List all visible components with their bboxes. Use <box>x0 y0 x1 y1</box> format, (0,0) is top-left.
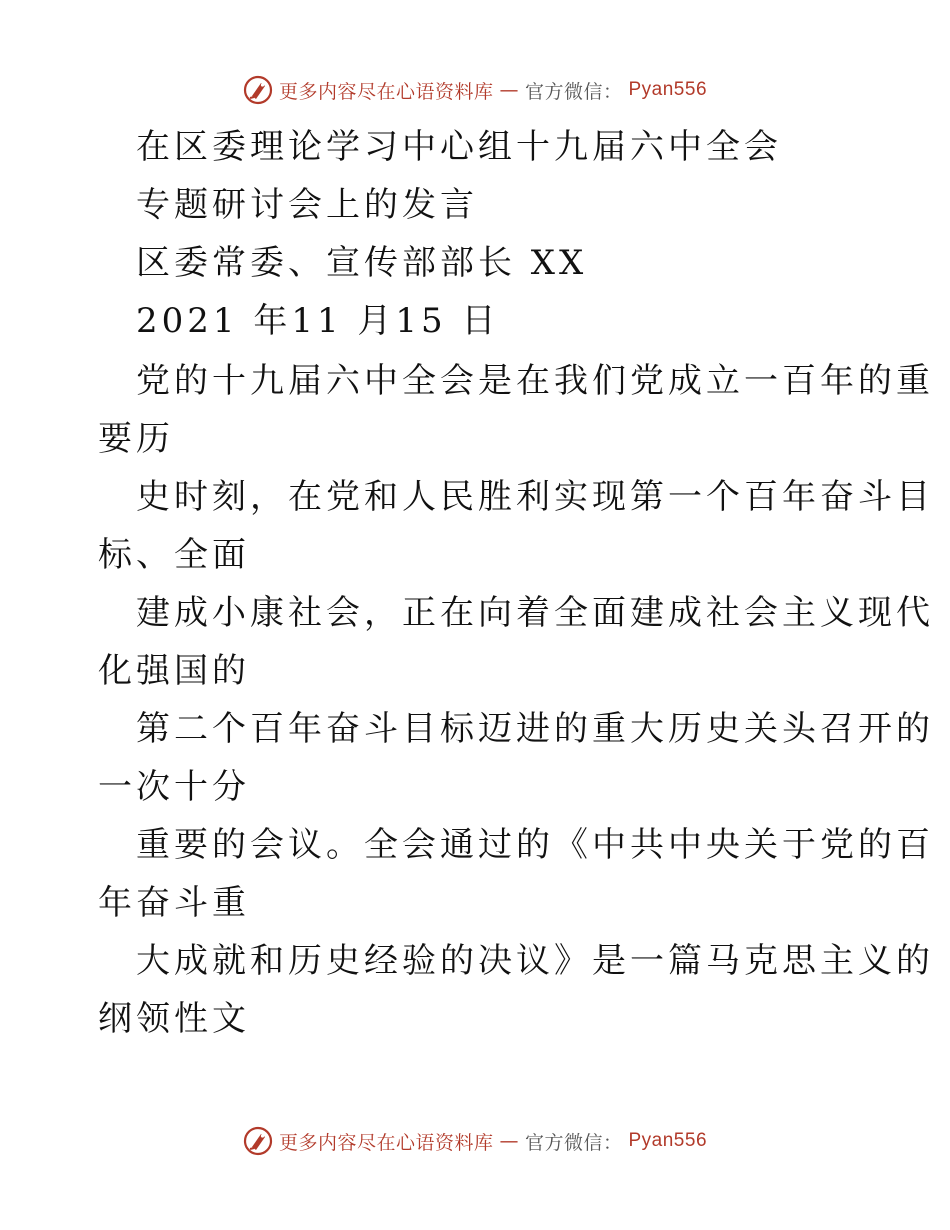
document-title-line-1: 在区委理论学习中心组十九届六中全会 <box>136 127 782 167</box>
pen-nib-logo-icon <box>243 1126 273 1156</box>
body-line: 建成小康社会，正在向着全面建成社会主义现代 <box>136 593 934 633</box>
watermark-wechat-label: 官方微信： <box>524 1131 623 1154</box>
pen-nib-logo-icon <box>243 75 273 105</box>
body-line: 大成就和历史经验的决议》是一篇马克思主义的 <box>136 941 934 981</box>
body-line: 纲领性文 <box>98 999 250 1039</box>
footer-watermark <box>0 1121 950 1161</box>
body-line: 重要的会议。全会通过的《中共中央关于党的百 <box>136 825 934 865</box>
body-line: 党的十九届六中全会是在我们党成立一百年的重 <box>136 361 934 401</box>
watermark-wechat-id: Pyan556 <box>628 1130 708 1151</box>
document-title-line-2: 专题研讨会上的发言 <box>136 185 478 225</box>
body-line: 一次十分 <box>98 767 250 807</box>
body-line: 要历 <box>98 419 174 459</box>
document-date: 2021 年11 月15 日 <box>136 301 500 341</box>
body-line: 化强国的 <box>98 651 250 691</box>
watermark-wechat-label: 官方微信： <box>524 80 623 103</box>
watermark-brand: 更多内容尽在心语资料库 <box>278 80 494 103</box>
document-author: 区委常委、宣传部部长 XX <box>136 243 588 283</box>
body-line: 年奋斗重 <box>98 883 250 923</box>
header-watermark <box>0 70 950 110</box>
watermark-wechat-id: Pyan556 <box>628 79 708 100</box>
body-line: 史时刻，在党和人民胜利实现第一个百年奋斗目 <box>136 477 934 517</box>
watermark-brand: 更多内容尽在心语资料库 <box>278 1131 494 1154</box>
watermark-dash: — <box>499 79 519 101</box>
body-line: 第二个百年奋斗目标迈进的重大历史关头召开的 <box>136 709 934 749</box>
body-line: 标、全面 <box>98 535 250 575</box>
watermark-dash: — <box>499 1130 519 1152</box>
